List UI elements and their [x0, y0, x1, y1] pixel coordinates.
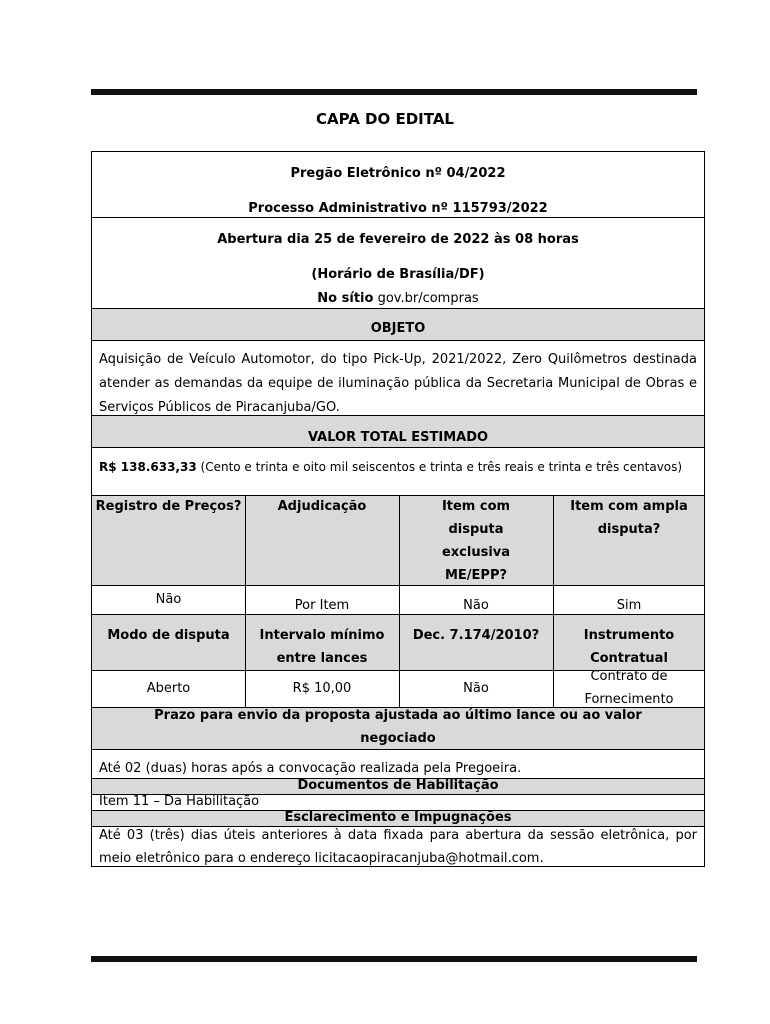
docs-header: Documentos de Habilitação — [297, 778, 499, 793]
valor-header: VALOR TOTAL ESTIMADO — [307, 430, 489, 445]
grid2-value-instrumento: Contrato de Fornecimento — [584, 669, 674, 707]
grid1-value-registro: Não — [155, 592, 182, 607]
objeto-text: Aquisição de Veículo Automotor, do tipo Pick-Up, 2021/2022, Zero Quilômetros destinada atender as demandas da equipe de iluminação pública da Secretaria Municipal de Obras e Serviços Públicos de Piracanjuba/GO. — [99, 352, 697, 415]
grid1-header-adjudicacao: Adjudicação — [277, 499, 367, 514]
grid1-header-registro: Registro de Preços? — [95, 499, 242, 514]
valor-text-block — [99, 456, 697, 478]
grid2-header-modo: Modo de disputa — [107, 628, 230, 643]
grid2-header-instrumento: Instrumento Contratual — [583, 628, 675, 666]
grid1-header-exclusiva: Item com disputa exclusiva ME/EPP? — [441, 499, 511, 583]
divider — [92, 217, 704, 218]
grid1-header-ampla: Item com ampla disputa? — [570, 499, 688, 537]
top-rule — [91, 89, 697, 95]
valor-description: (Cento e trinta e oito mil seiscentos e trinta e três reais e trinta e três centavos) — [200, 460, 683, 474]
column-divider — [399, 495, 400, 707]
horario-note: (Horário de Brasília/DF) — [311, 267, 485, 282]
grid2-value-modo: Aberto — [146, 681, 191, 696]
grid2-header-decreto: Dec. 7.174/2010? — [412, 628, 540, 643]
objeto-header: OBJETO — [370, 321, 426, 336]
page-title: CAPA DO EDITAL — [315, 110, 454, 128]
prazo-text: Até 02 (duas) horas após a convocação realizada pela Pregoeira. — [99, 761, 522, 776]
grid1-value-exclusiva: Não — [463, 598, 489, 613]
pregao-number: Pregão Eletrônico nº 04/2022 — [290, 166, 506, 181]
grid2-value-intervalo: R$ 10,00 — [292, 681, 352, 696]
processo-number: Processo Administrativo nº 115793/2022 — [248, 201, 548, 216]
sitio-value: gov.br/compras — [377, 291, 479, 306]
grid1-value-ampla: Sim — [616, 598, 642, 613]
docs-text: Item 11 – Da Habilitação — [99, 794, 260, 809]
esc-text: Até 03 (três) dias úteis anteriores à data fixada para abertura da sessão eletrônica, por meio eletrônico para o endereço licitacaopiracanjuba@hotmail.com. — [99, 828, 697, 866]
prazo-header: Prazo para envio da proposta ajustada ao último lance ou ao valor negociado — [154, 708, 642, 746]
sitio-label: No sítio — [317, 291, 374, 306]
grid2-value-decreto: Não — [463, 681, 489, 696]
column-divider — [245, 495, 246, 707]
grid2-header-intervalo: Intervalo mínimo entre lances — [259, 628, 385, 666]
valor-amount: R$ 138.633,33 — [99, 460, 197, 474]
esc-header: Esclarecimento e Impugnações — [284, 810, 512, 825]
grid1-value-adjudicacao: Por Item — [294, 598, 350, 613]
column-divider — [553, 495, 554, 707]
edital-table — [91, 151, 705, 867]
abertura-date: Abertura dia 25 de fevereiro de 2022 às 08 horas — [217, 232, 579, 247]
bottom-rule — [91, 956, 697, 962]
sitio-line — [92, 291, 704, 306]
